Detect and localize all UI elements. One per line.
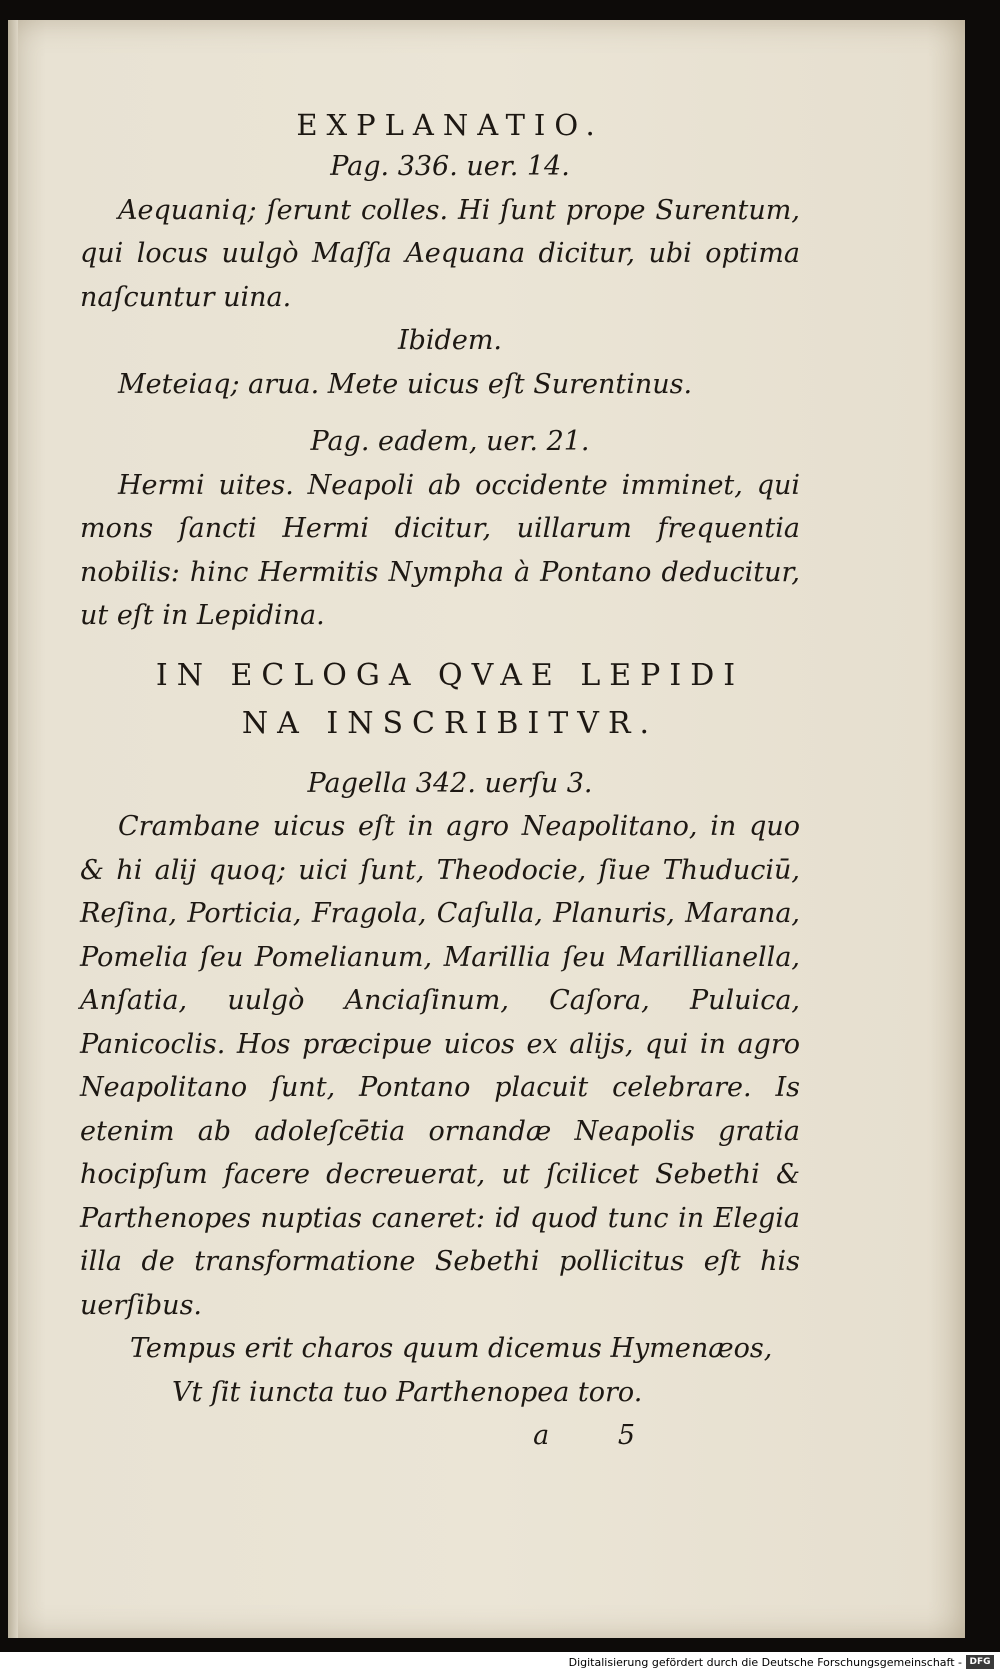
verse-line-1: Tempus erit charos quum dicemus Hymenæos, xyxy=(130,1333,773,1364)
signature-mark: a 5 xyxy=(533,1420,665,1451)
paragraph-4: Crambane uicus eſt in agro Neapolitano, in quo & hi alij quoq; uici ſunt, Theodocie, ſiue Thuduciū, Reſina, Porticia, Fragola, Caſulla, Planuris, Marana, Pomelia ſeu Pomelianum, Marillia ſeu Marillianella, Anſatia, uulgò Anciaſinum, Caſora, Puluica, Panicoclis. Hos præcipue uicos ex alijs, qui in agro Neapolitano ſunt, Pontano placuit celebrare. Is etenim ab adoleſcētia ornandæ Neapolis gratia hocipſum facere decreuerat, ut ſcilicet Sebethi & Parthenopes nuptias caneret: id quod tunc in Elegia illa de transformatione Sebethi pollicitus eſt his uerſibus. xyxy=(80,811,800,1321)
paragraph-3: Hermi uites. Neapoli ab occidente imminet, qui mons ſancti Hermi dicitur, uillarum frequentia nobilis: hinc Hermitis Nympha à Pontano deducitur, ut eſt in Lepidina. xyxy=(80,469,800,631)
section-heading-line-2: NA INSCRIBITVR. xyxy=(241,705,659,741)
page-text xyxy=(80,105,800,1458)
paragraph-1: Aequaniq; ſerunt colles. Hi ſunt prope Surentum, qui locus uulgò Maſſa Aequana dicitur, ubi optima naſcuntur uina. xyxy=(80,194,800,313)
section-heading-line-1: IN ECLOGA QVAE LEPIDI xyxy=(155,657,745,693)
footer-credit: Digitalisierung gefördert durch die Deutsche Forschungsgemeinschaft - xyxy=(568,1656,962,1669)
paragraph-2: Meteiaq; arua. Mete uicus eſt Surentinus. xyxy=(118,368,693,400)
page-edge xyxy=(8,20,18,1638)
book-page xyxy=(8,20,965,1638)
page-heading: EXPLANATIO. xyxy=(296,108,604,142)
dfg-logo: DFG xyxy=(966,1655,994,1669)
reference-2: Pag. eadem, uer. 21. xyxy=(310,426,590,457)
reference-1: Pag. 336. uer. 14. xyxy=(330,151,570,182)
verse-line-2: Vt ſit iuncta tuo Parthenopea toro. xyxy=(172,1376,643,1408)
ibidem-reference: Ibidem. xyxy=(397,325,503,356)
reference-3: Pagella 342. uerſu 3. xyxy=(307,767,593,799)
